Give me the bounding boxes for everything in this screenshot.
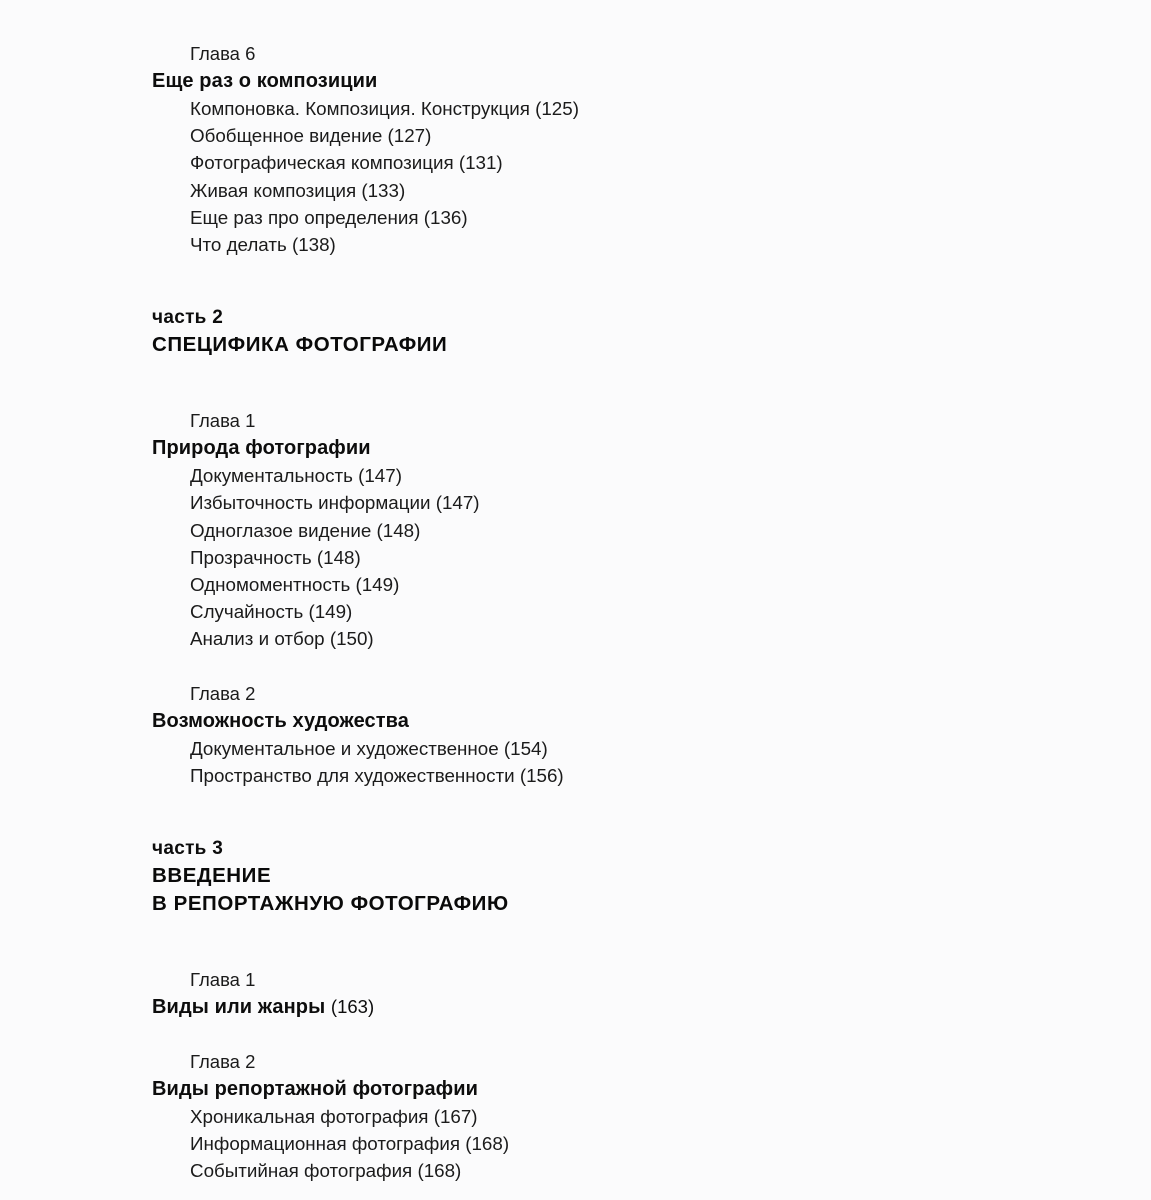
chapter-kicker: Глава 1 (190, 969, 256, 991)
toc-entry[interactable]: Анализ и отбор (150) (190, 628, 374, 650)
toc-entry[interactable]: Пространство для художественности (156) (190, 764, 564, 786)
chapter-title[interactable] (152, 707, 852, 735)
chapter-kicker: Глава 6 (190, 43, 256, 64)
toc-entry[interactable]: Случайность (149) (190, 601, 353, 623)
toc-entry[interactable]: Документальное и художественное (154) (190, 737, 548, 759)
toc-entry[interactable]: Еще раз про определения (136) (190, 206, 468, 228)
chapter-title-text: Виды репортажной фотографии (152, 1078, 479, 1101)
chapter-title[interactable] (152, 434, 852, 462)
toc-entry[interactable]: Что делать (138) (190, 234, 336, 256)
chapter-title[interactable] (152, 993, 852, 1021)
part-title-line: СПЕЦИФИКА ФОТОГРАФИИ (152, 333, 448, 357)
chapter-title-text: Еще раз о композиции (152, 70, 378, 92)
chapter-title-pageno: (163) (330, 996, 375, 1018)
toc-entry[interactable]: Документальность (147) (190, 465, 402, 487)
chapter-title[interactable] (152, 1075, 852, 1103)
chapter-group (152, 1048, 852, 1185)
toc-entry[interactable]: Одномоментность (149) (190, 574, 400, 596)
part-title-line: В РЕПОРТАЖНУЮ ФОТОГРАФИЮ (152, 892, 509, 916)
toc-entry[interactable]: Событийная фотография (168) (190, 1160, 462, 1182)
toc-entry[interactable]: Одноглазое видение (148) (190, 519, 421, 541)
part-kicker: часть 2 (152, 307, 224, 329)
chapter-kicker: Глава 2 (190, 682, 256, 704)
toc-entry[interactable]: Живая композиция (133) (190, 179, 406, 201)
chapter-title-text: Природа фотографии (152, 437, 371, 460)
part-kicker: часть 3 (152, 838, 224, 860)
chapter-kicker: Глава 2 (190, 1051, 256, 1073)
part-block (152, 835, 852, 918)
chapter-group (152, 407, 852, 652)
toc-entry[interactable]: Компоновка. Композиция. Конструкция (125) (190, 98, 579, 119)
toc-entry[interactable]: Хроникальная фотография (167) (190, 1106, 478, 1128)
part-block (152, 304, 852, 359)
toc-entry[interactable]: Фотографическая композиция (131) (190, 152, 503, 174)
toc-entry[interactable]: Информационная фотография (168) (190, 1133, 510, 1155)
toc-entry[interactable]: Прозрачность (148) (190, 546, 361, 568)
toc-entry[interactable]: Избыточность информации (147) (190, 492, 480, 514)
chapter-group (152, 40, 852, 258)
chapter-title-text: Возможность художества (152, 709, 409, 732)
chapter-group (152, 966, 852, 1021)
chapter-title[interactable] (152, 67, 852, 95)
chapter-title-text: Виды или жанры (152, 996, 326, 1019)
chapter-kicker: Глава 1 (190, 410, 256, 432)
part-title-line: ВВЕДЕНИЕ (152, 864, 272, 888)
table-of-contents (152, 40, 852, 1185)
toc-entry[interactable]: Обобщенное видение (127) (190, 125, 432, 147)
chapter-group (152, 680, 852, 789)
